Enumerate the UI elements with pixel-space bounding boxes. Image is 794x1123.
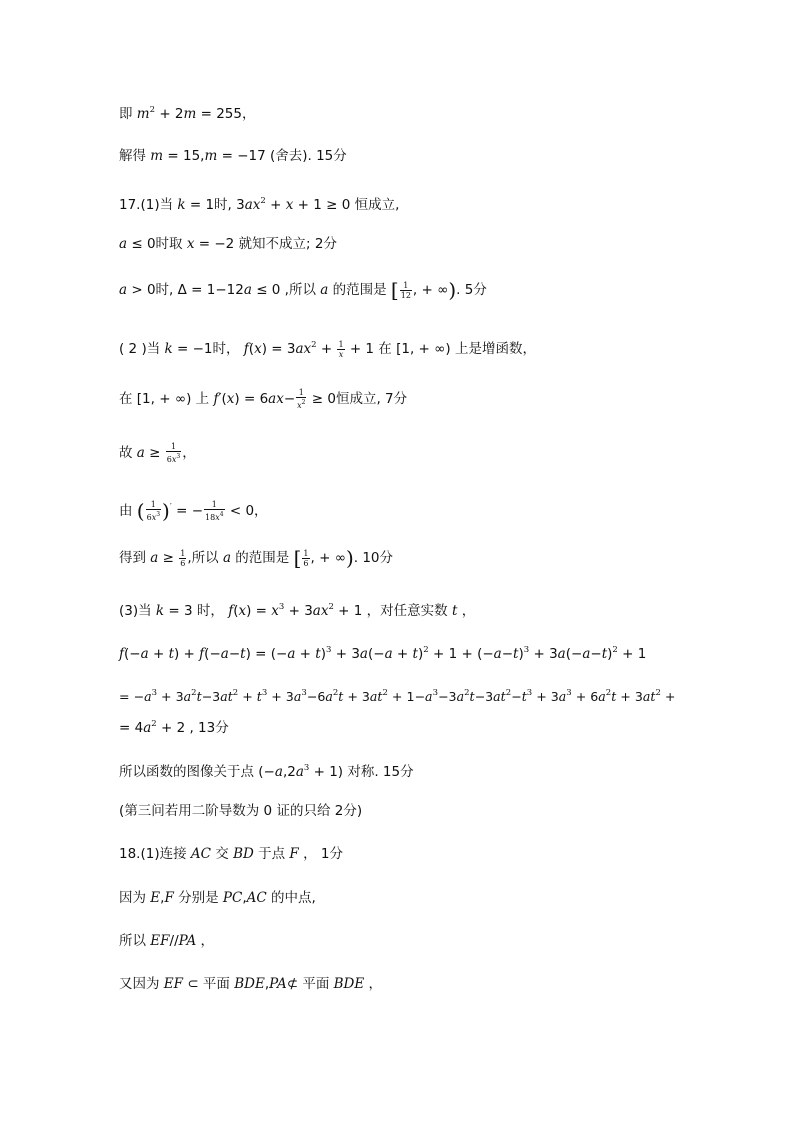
text-line-1: 即 $m^2 + 2m = 255$， (119, 105, 256, 122)
text-line-10: 得到 a ≥ $\frac{1}{6}$ ,所以 a 的范围是 [ $\frac{1}{6}$ , + ∞). 10分 (119, 546, 394, 570)
text-line-19: 所以 EF//PA ， (119, 933, 215, 949)
text-line-20: 又因为 EF ⊂ 平面 BDE,PA⊄ 平面 BDE ， (119, 976, 383, 992)
text-line-14: = $4a^2 + 2$ , 13分 (119, 719, 229, 736)
text-line-5: a > 0时, Δ = 1−12a ≤ 0 ,所以 a 的范围是 [ $\frac{1}{12}$ , + ∞). 5分 (119, 278, 487, 302)
text-line-7: 在 [1, + ∞) 上 f′(x) = 6ax− $\frac{1}{x^2}$ ≥ 0恒成立, 7分 (119, 388, 408, 410)
text-line-2: 解得 m = 15,m = −17 (舍去). 15分 (119, 148, 347, 164)
text-line-4: a ≤ 0时取 x = −2 就知不成立; 2分 (119, 236, 337, 252)
text-line-3: 17.(1)当 k = 1时, $3ax^2 + x + 1 \ge 0$ 恒成立, (119, 196, 400, 213)
text-line-18: 因为 E,F 分别是 PC,AC 的中点, (119, 890, 316, 906)
text-line-16: (第三问若用二阶导数为 0 证的只给 2分) (119, 803, 363, 819)
text-line-11: (3)当 k = 3 时， $f(x) = x^3 + 3ax^2 + 1$ ，对任意实数 t ， (119, 602, 476, 619)
text-line-8: 故 a ≥ $\frac{1}{6x^3}$ ， (119, 442, 196, 464)
text-line-13: = $-a^3 + 3a^2t-3at^2 + t^3 + 3a^3-6a^2t + 3at^2 + 1-a^3-3a^2t-3at^2-t^3 + 3a^3 + 6a^2t + 3at^2$ + (119, 688, 676, 704)
text-line-9: 由 ( $\frac{1}{6x^3}$ )′ = − $\frac{1}{18x^4}$ < 0， (119, 499, 268, 523)
text-line-15: 所以函数的图像关于点 $(-a,2a^3 + 1)$ 对称. 15分 (119, 763, 414, 780)
text-line-17: 18.(1)连接 AC 交 BD 于点 F ， 1分 (119, 846, 343, 862)
text-line-12: $f(-a + t) + f(-a-t) = (-a + t)^3 + 3a(-a + t)^2 + 1 + (-a-t)^3 + 3a(-a-t)^2 + 1$ (119, 645, 647, 662)
text-line-6: ( 2 )当 k = −1时， $f(x) = 3ax^2$ + $\frac{1}{x}$ + 1 在 [1, + ∞) 上是增函数， (119, 339, 536, 359)
